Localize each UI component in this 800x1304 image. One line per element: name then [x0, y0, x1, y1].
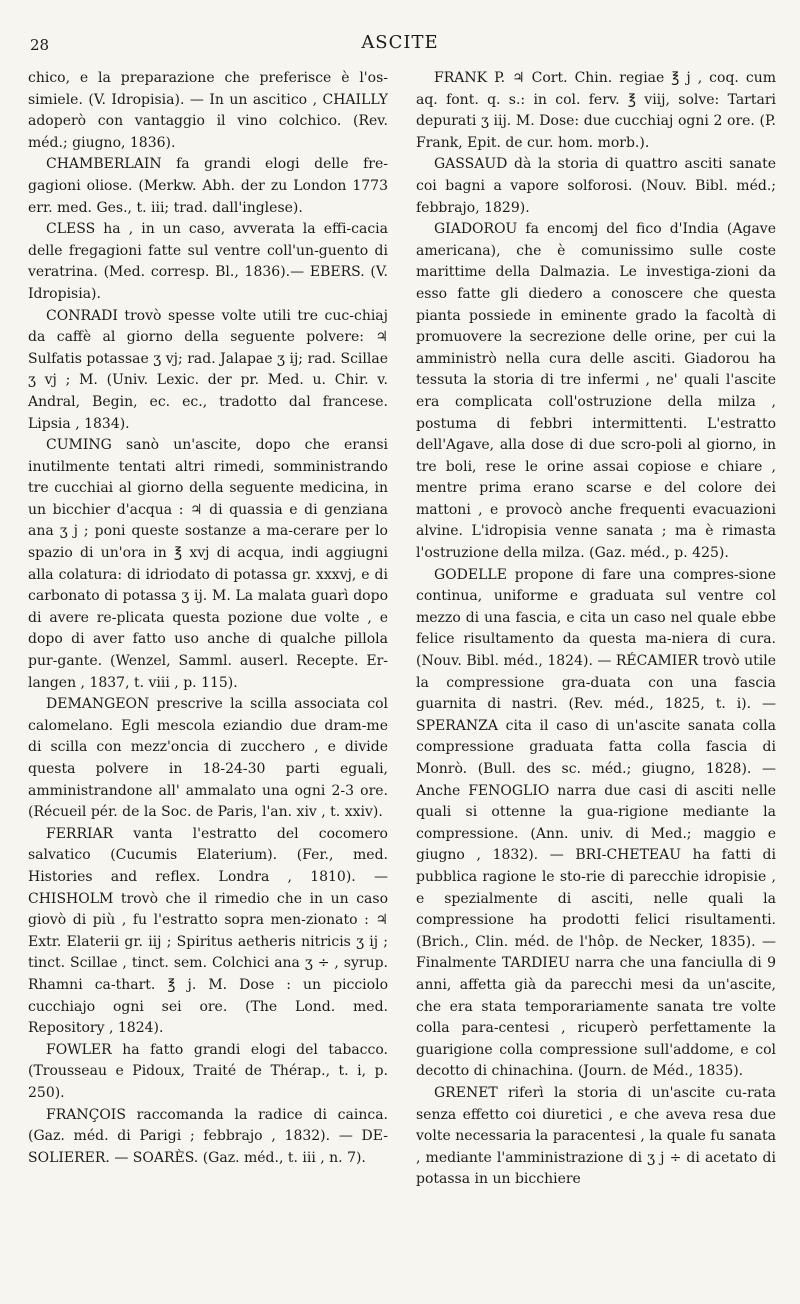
- right-column: [416, 68, 776, 1191]
- paragraph: FRANÇOIS raccomanda la radice di cainca. (Gaz. méd. di Parigi ; febbrajo , 1832). — DE-SOLIERER. — SOARÈS. (Gaz. méd., t. iii , n. 7).: [28, 1106, 388, 1166]
- running-title: ASCITE: [361, 32, 439, 53]
- paragraph: FERRIAR vanta l'estratto del cocomero salvatico (Cucumis Elaterium). (Fer., med. Histories and reflex. Londra , 1810). — CHISHOLM trovò che il rimedio che in un caso giovò di più , fu l'estratto sopra men-zionato : ♃ Extr. Elaterii gr. iij ; Spiritus aetheris nitricis ʒ ij ; tinct. Scillae , tinct. sem. Colchici ana ʒ ÷ , syrup. Rhamni ca-thart. ℥ j. M. Dose : un picciolo cucchiajo ogni sei ore. (The Lond. med. Repository , 1824).: [28, 825, 388, 1037]
- paragraph: FRANK P. ♃ Cort. Chin. regiae ℥ j , coq. cum aq. font. q. s.: in col. ferv. ℥ viij, solve: Tartari depurati ʒ iij. M. Dose: due cucchiaj ogni 2 ore. (P. Frank, Epit. de cur. hom. morb.).: [416, 70, 776, 151]
- paragraph: GIADOROU fa encomj del fico d'India (Agave americana), che è comunissimo sulle coste marittime della Dalmazia. Le investiga-zioni da esso fatte gli diedero a conoscere che questa pianta possiede in eminente grado la facoltà di promuovere la secrezione delle orine, per cui la amministrò nella cura delle asciti. Giadorou ha tessuta la storia di tre infermi , ne' quali l'ascite era complicata coll'ostruzione della milza , postuma di febbri intermittenti. L'estratto dell'Agave, alla dose di due scro-poli al giorno, in tre boli, rese le orine assai copiose e chiare , mentre prima erano scarse e del colore dei mattoni , e provocò anche frequenti evacuazioni alvine. L'idropisia venne sanata ; ma è rimasta l'ostruzione della milza. (Gaz. méd., p. 425).: [416, 221, 776, 562]
- paragraph: GODELLE propone di fare una compres-sione continua, uniforme e graduata sul ventre col mezzo di una fascia, e cita un caso nel quale ebbe felice risultamento da questa ma-niera di cura. (Nouv. Bibl. méd., 1824). — RÉCAMIER trovò utile la compressione gra-duata con una fascia guarnita di nastri. (Rev. méd., 1825, t. i). — SPERANZA cita il caso di un'ascite sanata colla compressione graduata fatta colla fascia di Monrò. (Bull. des sc. méd.; giugno, 1828). — Anche FENOGLIO narra due casi di asciti nelle quali si ottenne la gua-rigione mediante la compressione. (Ann. univ. di Med.; maggio e giugno , 1832). — BRI-CHETEAU ha fatti di pubblica ragione le sto-rie di parecchie idropisie , e spezialmente di asciti, nelle quali la compressione ha prodotti felici risultamenti. (Brich., Clin. méd. de l'hôp. de Necker, 1835). — Finalmente TARDIEU narra che una fanciulla di 9 anni, affetta già da parecchi mesi da un'ascite, che era stata temporariamente sanata tre volte colla para-centesi , ricuperò perfettamente la guarigione colla compressione sull'addome, e col decotto di chinachina. (Journ. de Méd., 1835).: [416, 566, 776, 1080]
- paragraph: GASSAUD dà la storia di quattro asciti sanate coi bagni a vapore solforosi. (Nouv. Bibl. méd.; febbrajo, 1829).: [416, 156, 776, 216]
- paragraph: FOWLER ha fatto grandi elogi del tabacco. (Trousseau e Pidoux, Traité de Thérap., t. i, p. 250).: [28, 1041, 388, 1101]
- paragraph: CONRADI trovò spesse volte utili tre cuc-chiaj da caffè al giorno della seguente polvere: ♃ Sulfatis potassae ʒ vj; rad. Jalapae ʒ ij; rad. Scillae ʒ vj ; M. (Univ. Lexic. der pr. Med. u. Chir. v. Andral, Begin, ec. ec., tradotto dal francese. Lipsia , 1834).: [28, 307, 388, 432]
- paragraph: chico, e la preparazione che preferisce è l'os-simiele. (V. Idropisia). — In un ascitico , CHAILLY adoperò con vantaggio il vino colchico. (Rev. méd.; giugno, 1836).: [28, 70, 388, 151]
- paragraph: CLESS ha , in un caso, avverata la effi-cacia delle fregagioni fatte sul ventre coll'un-guento di veratrina. (Med. corresp. Bl., 1836).— EBERS. (V. Idropisia).: [28, 221, 388, 302]
- paragraph: GRENET riferì la storia di un'ascite cu-rata senza effetto coi diuretici , e che aveva resa due volte necessaria la paracentesi , la quale fu sanata , mediante l'amministrazione di ʒ j ÷ di acetato di potassa in un bicchiere: [416, 1084, 776, 1188]
- left-column: [28, 68, 388, 1169]
- paragraph: CHAMBERLAIN fa grandi elogi delle fre-gagioni oliose. (Merkw. Abh. der zu London 1773 err. med. Ges., t. iii; trad. dall'inglese).: [28, 156, 388, 216]
- paragraph: CUMING sanò un'ascite, dopo che eransi inutilmente tentati altri rimedi, somministrando tre cucchiai al giorno della seguente medicina, in un bicchier d'acqua : ♃ di quassia e di genziana ana ʒ j ; poni queste sostanze a ma-cerare per lo spazio di un'ora in ℥ xvj di acqua, indi aggiugni alla colatura: di idriodato di potassa gr. xxxvj, e di carbonato di potassa ʒ ij. M. La malata guarì dopo di avere re-plicata questa pozione due volte , e dopo di aver fatto uso anche di qualche pillola pur-gante. (Wenzel, Samml. auserl. Recepte. Er-langen , 1837, t. viii , p. 115).: [28, 437, 388, 691]
- page-number: 28: [30, 36, 50, 54]
- paragraph: DEMANGEON prescrive la scilla associata col calomelano. Egli mescola eziandio due dram-me di scilla con mezz'oncia di zucchero , e divide questa polvere in 18-24-30 parti eguali, amministrandone all' ammalato una ogni 2-3 ore. (Récueil pér. de la Soc. de Paris, l'an. xiv , t. xxiv).: [28, 696, 388, 821]
